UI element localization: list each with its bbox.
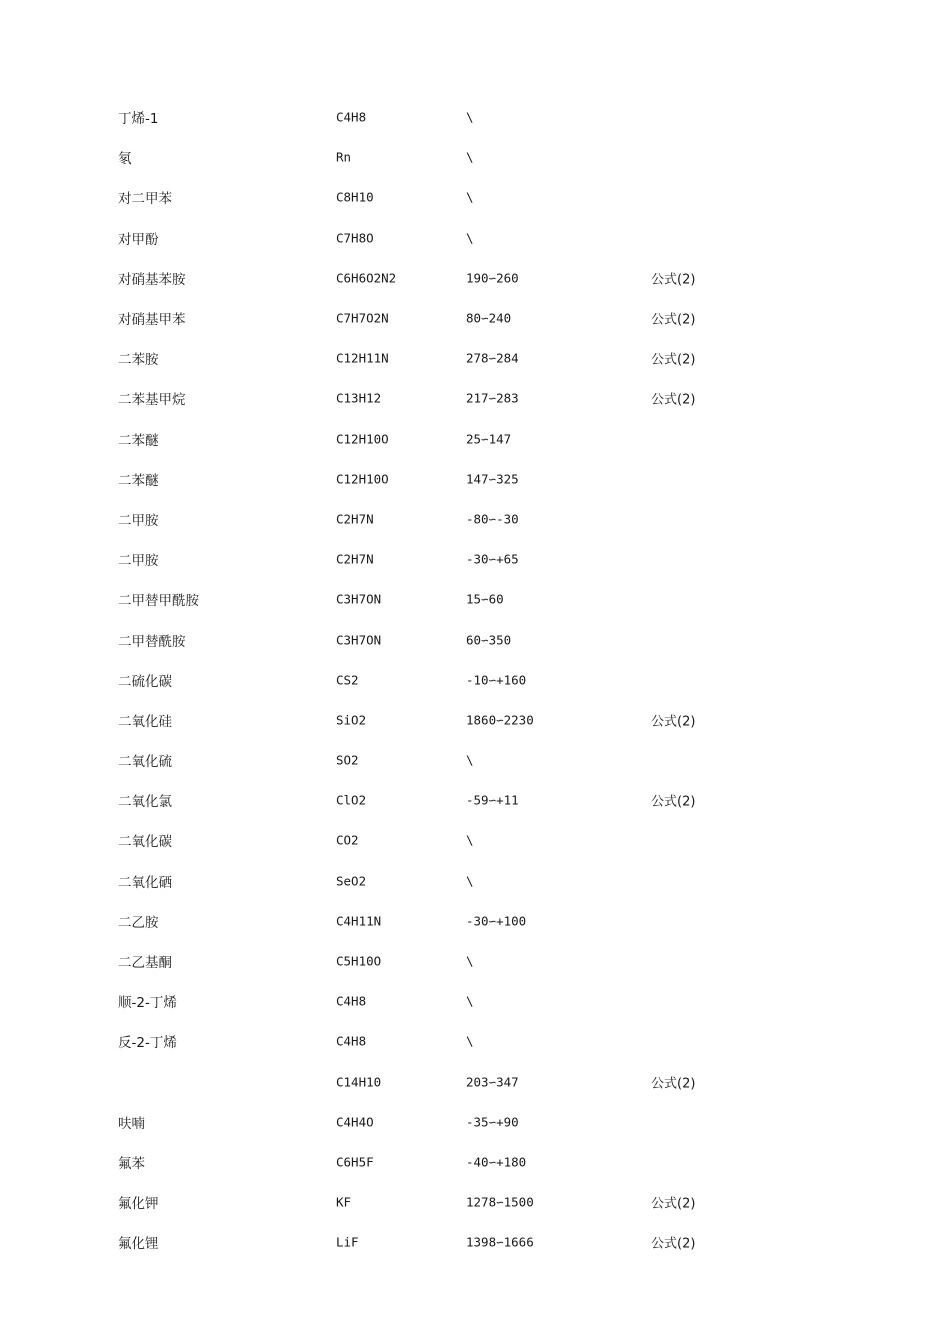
formula-note: 公式(2) (651, 1196, 696, 1212)
chemical-formula: C2H7N (336, 511, 374, 527)
compound-name: 二氧化硒 (118, 874, 172, 891)
compound-name: 反-2-丁烯 (118, 1035, 177, 1052)
chemical-formula: C12H10O (336, 431, 389, 447)
chemical-formula: ClO2 (336, 792, 367, 808)
chemical-formula: C4H8 (336, 1033, 367, 1049)
compound-name: 对硝基甲苯 (118, 312, 186, 329)
compound-name: 二甲胺 (118, 512, 159, 529)
temperature-range: 147∽325 (466, 471, 519, 487)
temperature-range: 80∽240 (466, 310, 512, 326)
compound-name: 顺-2-丁烯 (118, 995, 177, 1012)
temperature-range: -30∽+65 (466, 551, 519, 567)
temperature-range: \ (466, 873, 474, 889)
temperature-range: \ (466, 230, 474, 246)
temperature-range: 1278∽1500 (466, 1194, 534, 1210)
compound-name: 氡 (118, 151, 132, 168)
table-row (118, 780, 818, 820)
compound-name: 氟苯 (118, 1155, 145, 1172)
chemical-formula: LiF (336, 1234, 359, 1250)
chemical-formula: KF (336, 1194, 352, 1210)
chemical-formula: C8H10 (336, 189, 374, 205)
compound-name: 二甲替酰胺 (118, 633, 186, 650)
table-row (118, 619, 818, 659)
temperature-range: \ (466, 832, 474, 848)
temperature-range: 25∽147 (466, 431, 512, 447)
compound-name: 二甲胺 (118, 553, 159, 570)
table-row (118, 941, 818, 981)
temperature-range: -40∽+180 (466, 1154, 527, 1170)
table-row (118, 378, 818, 418)
temperature-range: \ (466, 1033, 474, 1049)
compound-name: 二乙基酮 (118, 955, 172, 972)
chemical-formula: C4H8 (336, 993, 367, 1009)
chemical-formula: C6H5F (336, 1154, 374, 1170)
table-row (118, 861, 818, 901)
chemical-formula: Rn (336, 149, 352, 165)
chemical-formula: C5H10O (336, 953, 382, 969)
formula-note: 公式(2) (651, 352, 696, 368)
compound-name: 对二甲苯 (118, 191, 172, 208)
temperature-range: 15∽60 (466, 591, 504, 607)
table-row (118, 499, 818, 539)
chemical-formula: C13H12 (336, 390, 382, 406)
chemical-formula: SO2 (336, 752, 359, 768)
table-row (118, 1142, 818, 1182)
temperature-range: 190∽260 (466, 270, 519, 286)
compound-name: 对硝基苯胺 (118, 271, 186, 288)
table-row (118, 177, 818, 217)
table-row (118, 1222, 818, 1262)
compound-name: 氟化钾 (118, 1196, 159, 1213)
chemical-formula: C7H7O2N (336, 310, 389, 326)
compound-name: 二苯醚 (118, 432, 159, 449)
chemical-formula: SiO2 (336, 712, 367, 728)
compound-name: 二苯醚 (118, 472, 159, 489)
chemical-formula: C14H10 (336, 1074, 382, 1090)
formula-note: 公式(2) (651, 1076, 696, 1092)
formula-note: 公式(2) (651, 714, 696, 730)
temperature-range: -59∽+11 (466, 792, 519, 808)
table-row (118, 258, 818, 298)
chemical-formula: CO2 (336, 832, 359, 848)
compound-name: 二硫化碳 (118, 673, 172, 690)
chemical-formula: C6H6O2N2 (336, 270, 397, 286)
table-row (118, 1021, 818, 1061)
compound-name: 二苯基甲烷 (118, 392, 186, 409)
temperature-range: -10∽+160 (466, 672, 527, 688)
table-row (118, 740, 818, 780)
temperature-range: 1860∽2230 (466, 712, 534, 728)
temperature-range: 60∽350 (466, 632, 512, 648)
temperature-range: 217∽283 (466, 390, 519, 406)
temperature-range: 278∽284 (466, 350, 519, 366)
chemical-formula: C4H11N (336, 913, 382, 929)
table-row (118, 820, 818, 860)
compound-name: 二氧化硫 (118, 754, 172, 771)
compound-name: 二氧化碳 (118, 834, 172, 851)
compound-name: 对甲酚 (118, 231, 159, 248)
chemical-formula: C12H10O (336, 471, 389, 487)
chemical-formula: C3H7ON (336, 632, 382, 648)
compound-name: 呋喃 (118, 1115, 145, 1132)
temperature-range: -80∽-30 (466, 511, 519, 527)
table-row (118, 137, 818, 177)
table-row (118, 901, 818, 941)
table-row (118, 97, 818, 137)
temperature-range: \ (466, 993, 474, 1009)
compound-name: 二苯胺 (118, 352, 159, 369)
chemical-formula: SeO2 (336, 873, 367, 889)
chemical-formula: C7H8O (336, 230, 374, 246)
table-row (118, 218, 818, 258)
table-row (118, 1062, 818, 1102)
temperature-range: \ (466, 109, 474, 125)
temperature-range: 203∽347 (466, 1074, 519, 1090)
compound-name: 氟化锂 (118, 1236, 159, 1253)
table-row (118, 981, 818, 1021)
table-row (118, 1182, 818, 1222)
compound-name: 二氧化氯 (118, 794, 172, 811)
table-row (118, 419, 818, 459)
formula-note: 公式(2) (651, 794, 696, 810)
temperature-range: \ (466, 752, 474, 768)
table-row (118, 298, 818, 338)
formula-note: 公式(2) (651, 272, 696, 288)
formula-note: 公式(2) (651, 1236, 696, 1252)
temperature-range: \ (466, 189, 474, 205)
chemical-formula: C12H11N (336, 350, 389, 366)
table-row (118, 459, 818, 499)
chemical-formula: C4H8 (336, 109, 367, 125)
table-row (118, 1102, 818, 1142)
compound-name: 丁烯-1 (118, 111, 159, 128)
table-row (118, 660, 818, 700)
temperature-range: -35∽+90 (466, 1114, 519, 1130)
table-row (118, 539, 818, 579)
chemical-formula: C4H4O (336, 1114, 374, 1130)
compound-name: 二乙胺 (118, 914, 159, 931)
chemical-formula: C2H7N (336, 551, 374, 567)
compound-name: 二甲替甲酰胺 (118, 593, 199, 610)
table-row (118, 579, 818, 619)
temperature-range: \ (466, 149, 474, 165)
table-row (118, 338, 818, 378)
data-table (118, 97, 818, 1262)
table-row (118, 700, 818, 740)
chemical-formula: CS2 (336, 672, 359, 688)
temperature-range: 1398∽1666 (466, 1234, 534, 1250)
formula-note: 公式(2) (651, 312, 696, 328)
temperature-range: -30∽+100 (466, 913, 527, 929)
formula-note: 公式(2) (651, 392, 696, 408)
chemical-formula: C3H7ON (336, 591, 382, 607)
temperature-range: \ (466, 953, 474, 969)
compound-name: 二氧化硅 (118, 713, 172, 730)
